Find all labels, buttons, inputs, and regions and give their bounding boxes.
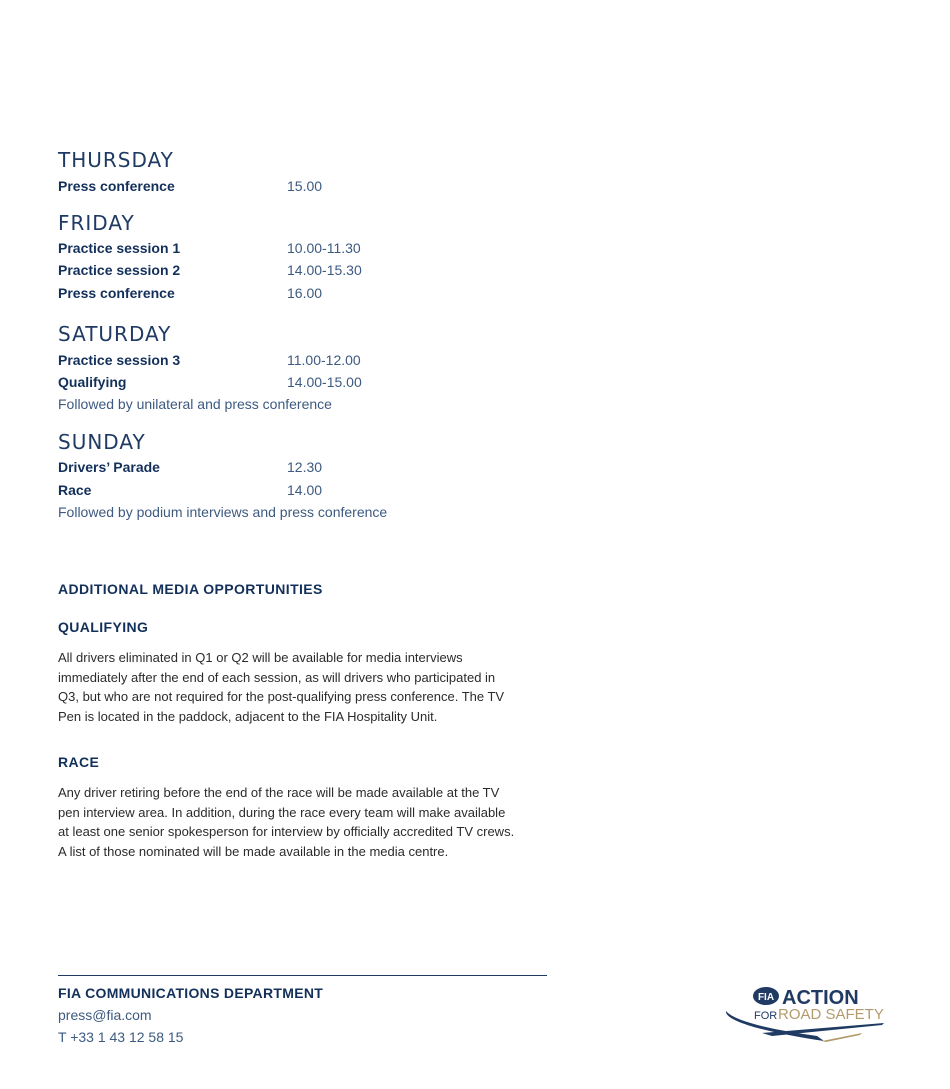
session-time: 16.00 [287, 285, 323, 301]
race-paragraph [58, 783, 548, 861]
section-title-media: ADDITIONAL MEDIA OPPORTUNITIES [58, 581, 323, 597]
road-swoosh-lower-icon [762, 1023, 884, 1036]
schedule-note: Followed by unilateral and press conference [58, 396, 332, 412]
session-label: Drivers’ Parade [58, 459, 160, 475]
session-time: 11.00-12.00 [287, 352, 361, 368]
session-time: 15.00 [287, 178, 323, 194]
paragraph-line: All drivers eliminated in Q1 or Q2 will be available for media interviews [58, 650, 463, 665]
action-for-road-safety-logo [722, 983, 887, 1045]
paragraph-line: immediately after the end of each session, as will drivers who participated in [58, 669, 496, 685]
footer-email[interactable]: press@fia.com [58, 1007, 152, 1023]
logo-word-action: ACTION [782, 987, 859, 1009]
session-time: 14.00 [287, 482, 323, 498]
paragraph-line: Q3, but who are not required for the post-qualifying press conference. The TV [58, 689, 505, 704]
heading-thursday: THURSDAY [58, 148, 174, 172]
session-time: 14.00-15.30 [287, 262, 362, 278]
paragraph-line: Any driver retiring before the end of the race will be made available at the TV [58, 785, 500, 800]
heading-saturday: SATURDAY [58, 322, 172, 346]
section-title-qualifying: QUALIFYING [58, 619, 149, 635]
session-label: Race [58, 482, 92, 498]
paragraph-line: Pen is located in the paddock, adjacent to the FIA Hospitality Unit. [58, 708, 438, 724]
session-label: Press conference [58, 178, 175, 194]
footer-title: FIA COMMUNICATIONS DEPARTMENT [58, 985, 324, 1001]
footer-divider [58, 975, 547, 976]
session-label: Qualifying [58, 374, 127, 390]
footer-phone: T +33 1 43 12 58 15 [58, 1029, 184, 1045]
session-time: 14.00-15.00 [287, 374, 362, 390]
heading-sunday: SUNDAY [58, 430, 146, 454]
session-time: 12.30 [287, 459, 323, 475]
session-label: Practice session 2 [58, 262, 181, 278]
paragraph-line: at least one senior spokesperson for interview by officially accredited TV crews. [58, 824, 515, 839]
session-time: 10.00-11.30 [287, 240, 361, 256]
fia-badge-text: FIA [757, 992, 775, 1003]
schedule-note: Followed by podium interviews and press conference [58, 504, 388, 520]
heading-friday: FRIDAY [58, 211, 135, 235]
road-swoosh-accent-icon [822, 1033, 862, 1042]
qualifying-paragraph [58, 648, 548, 726]
session-label: Practice session 1 [58, 240, 181, 256]
section-title-race: RACE [58, 754, 100, 770]
session-label: Press conference [58, 285, 175, 301]
paragraph-line: A list of those nominated will be made available in the media centre. [58, 843, 449, 859]
paragraph-line: pen interview area. In addition, during the race every team will make available [58, 804, 506, 820]
logo-word-for: FOR [754, 1010, 778, 1022]
session-label: Practice session 3 [58, 352, 181, 368]
logo-word-road-safety: ROAD SAFETY [778, 1006, 884, 1023]
